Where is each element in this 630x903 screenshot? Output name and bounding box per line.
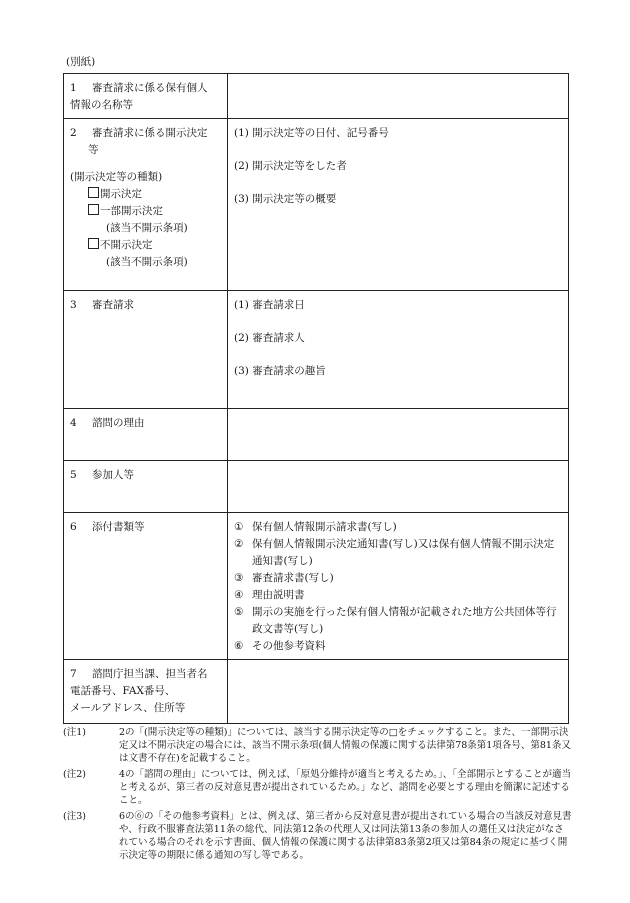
row-1-value[interactable] [228,74,569,119]
row-6 [64,513,569,660]
row-7-label-a: 諮問庁担当課、担当者名 [92,668,208,680]
attachment-item: ⑥ その他参考資料 [234,640,326,652]
decision-date-item: (1) 開示決定等の日付、記号番号 [234,127,389,139]
row-1-label-b: 情報の名称等 [70,99,133,111]
request-purpose-item: (3) 審査請求の趣旨 [234,365,326,377]
row-3-label-text: 審査請求 [92,299,134,311]
checkbox-icon[interactable] [88,187,99,198]
row-1-label: 1 審査請求に係る保有個人 情報の名称等 [64,74,228,119]
row-5-value[interactable] [228,461,569,513]
option-non-disclosure[interactable]: 不開示決定 [70,237,221,254]
option-disclosure[interactable]: 開示決定 [70,186,221,203]
decision-maker-item: (2) 開示決定等をした者 [234,160,347,172]
row-3 [64,291,569,409]
row-2-label-b: 等 [88,144,99,156]
requester-item: (2) 審査請求人 [234,332,305,344]
row-6-label: 6 添付書類等 [64,513,228,660]
row-1-label-a: 審査請求に係る保有個人 [92,82,208,94]
row-2-value[interactable] [228,119,569,291]
row-7-label-c: メールアドレス、住所等 [70,702,186,714]
note-2: (注2) 4の「諮問の理由」については、例えば、「原処分維持が適当と考えるため。」、「全部開示とすることが適当と考えるが、第三者の反対意見書が提出されているため。」など、諮問を必要とする理由を簡潔に記述すること。 [63,769,571,806]
attachment-item: ② 保有個人情報開示決定通知書(写し)又は保有個人情報不開示決定通知書(写し) [234,538,555,567]
row-1 [64,74,569,119]
checkbox-icon[interactable] [88,238,99,249]
row-7-label-b: 電話番号、FAX番号、 [70,685,176,697]
partial-note: (該当不開示条項) [106,222,188,234]
row-2-label: 2 審査請求に係る開示決定 等 (開示決定等の種類) 開示決定 一部開示決定 (該当不開示条項) 不開示決定 (該当不開示条項) [64,119,228,291]
note-3: (注3) 6の⑥の「その他参考資料」とは、例えば、第三者から反対意見書が提出されている場合の当該反対意見書や、行政不服審査法第11条の総代、同法第12条の代理人又は同法第13条の参加人の選任又は決定がなされている場合のそれを示す書面、個人情報の保護に関する法律第83条第2項又は第84条の規定に基づく開示決定等の期限に係る通知の写し等である。 [63,811,572,861]
row-4-label: 4 諮問の理由 [64,409,228,461]
attachment-item: ⑤ 開示の実施を行った保有個人情報が記載された地方公共団体等行政文書等(写し) [234,606,557,635]
row-3-label: 3 審査請求 [64,291,228,409]
attachment-label: (別紙) [66,56,96,68]
row-6-value [228,513,569,660]
row-2 [64,119,569,291]
row-6-label-text: 添付書類等 [92,521,145,533]
row-4-label-text: 諮問の理由 [92,417,145,429]
row-3-value[interactable] [228,291,569,409]
note-1: (注1) 2の「(開示決定等の種類)」については、該当する開示決定等の□をチェックすること。また、一部開示決定又は不開示決定の場合には、該当不開示条項(個人情報の保護に関する法律第78条第1項各号、第81条又は文書不存在)を記載すること。 [63,727,571,764]
row-2-label-a: 審査請求に係る開示決定 [92,127,208,139]
row-7-label: 7 諮問庁担当課、担当者名 電話番号、FAX番号、 メールアドレス、住所等 [64,660,228,724]
row-5 [64,461,569,513]
attachment-item: ③ 審査請求書(写し) [234,572,334,584]
attachment-item: ① 保有個人情報開示請求書(写し) [234,521,397,533]
row-7-value[interactable] [228,660,569,724]
decision-summary-item: (3) 開示決定等の概要 [234,193,337,205]
review-request-form [63,73,569,724]
row-4-value[interactable] [228,409,569,461]
row-5-label-text: 参加人等 [92,469,134,481]
kind-heading: (開示決定等の種類) [70,171,163,183]
row-7 [64,660,569,724]
request-date-item: (1) 審査請求日 [234,299,305,311]
attachment-item: ④ 理由説明書 [234,589,305,601]
checkbox-icon[interactable] [88,204,99,215]
non-disclosure-note: (該当不開示条項) [106,256,188,268]
notes [63,726,573,865]
option-partial-disclosure[interactable]: 一部開示決定 [70,203,221,220]
row-5-label: 5 参加人等 [64,461,228,513]
row-4 [64,409,569,461]
